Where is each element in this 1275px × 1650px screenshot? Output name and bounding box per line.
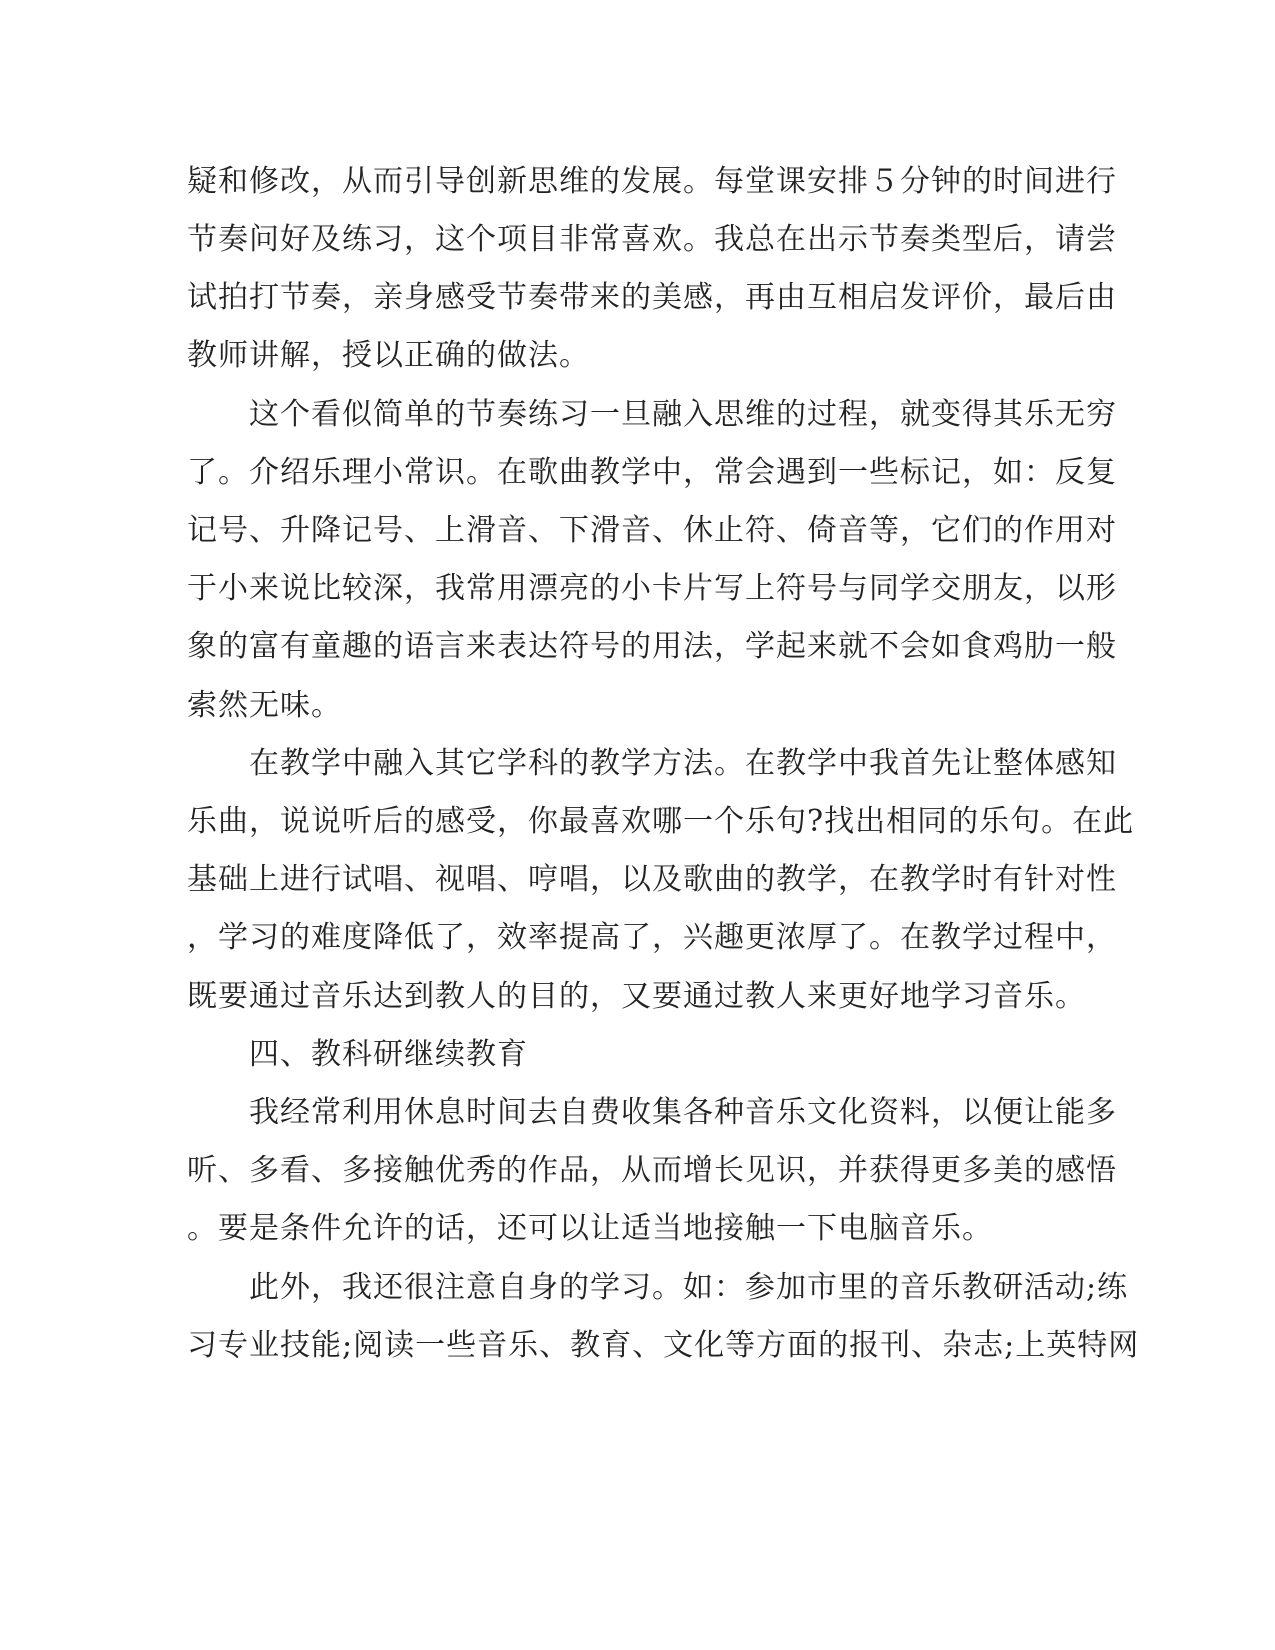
section-heading: 四、教科研继续教育 (187, 1037, 528, 1072)
text-line: 节奏问好及练习，这个项目非常喜欢。我总在出示节奏类型后，请尝 (187, 222, 1117, 257)
text-line: 此外，我还很注意自身的学习。如：参加市里的音乐教研活动;练 (187, 1270, 1129, 1305)
text-line: 试拍打节奏，亲身感受节奏带来的美感，再由互相启发评价，最后由 (187, 280, 1117, 315)
text-line: ，学习的难度降低了，效率提高了，兴趣更浓厚了。在教学过程中， (187, 920, 1117, 955)
text-line: 。要是条件允许的话，还可以让适当地接触一下电脑音乐。 (187, 1211, 993, 1246)
text-line: 这个看似简单的节奏练习一旦融入思维的过程，就变得其乐无穷 (187, 397, 1117, 432)
text-line: 听、多看、多接触优秀的作品，从而增长见识，并获得更多美的感悟 (187, 1153, 1117, 1188)
text-line: 于小来说比较深，我常用漂亮的小卡片写上符号与同学交朋友，以形 (187, 571, 1117, 606)
text-line: 习专业技能;阅读一些音乐、教育、文化等方面的报刊、杂志;上英特网 (187, 1328, 1140, 1363)
text-line: 疑和修改，从而引导创新思维的发展。每堂课安排５分钟的时间进行 (187, 164, 1117, 199)
text-line: 了。介绍乐理小常识。在歌曲教学中，常会遇到一些标记，如：反复 (187, 455, 1117, 490)
text-line: 索然无味。 (187, 688, 342, 723)
text-line: 教师讲解，授以正确的做法。 (187, 338, 590, 373)
text-line: 基础上进行试唱、视唱、哼唱，以及歌曲的教学，在教学时有针对性 (187, 862, 1117, 897)
text-line: 在教学中融入其它学科的教学方法。在教学中我首先让整体感知 (187, 746, 1117, 781)
text-line: 象的富有童趣的语言来表达符号的用法，学起来就不会如食鸡肋一般 (187, 629, 1117, 664)
text-line: 记号、升降记号、上滑音、下滑音、休止符、倚音等，它们的作用对 (187, 513, 1117, 548)
text-line: 乐曲，说说听后的感受，你最喜欢哪一个乐句?找出相同的乐句。在此 (187, 804, 1135, 839)
text-line: 我经常利用休息时间去自费收集各种音乐文化资料，以便让能多 (187, 1095, 1117, 1130)
text-line: 既要通过音乐达到教人的目的，又要通过教人来更好地学习音乐。 (187, 979, 1086, 1014)
